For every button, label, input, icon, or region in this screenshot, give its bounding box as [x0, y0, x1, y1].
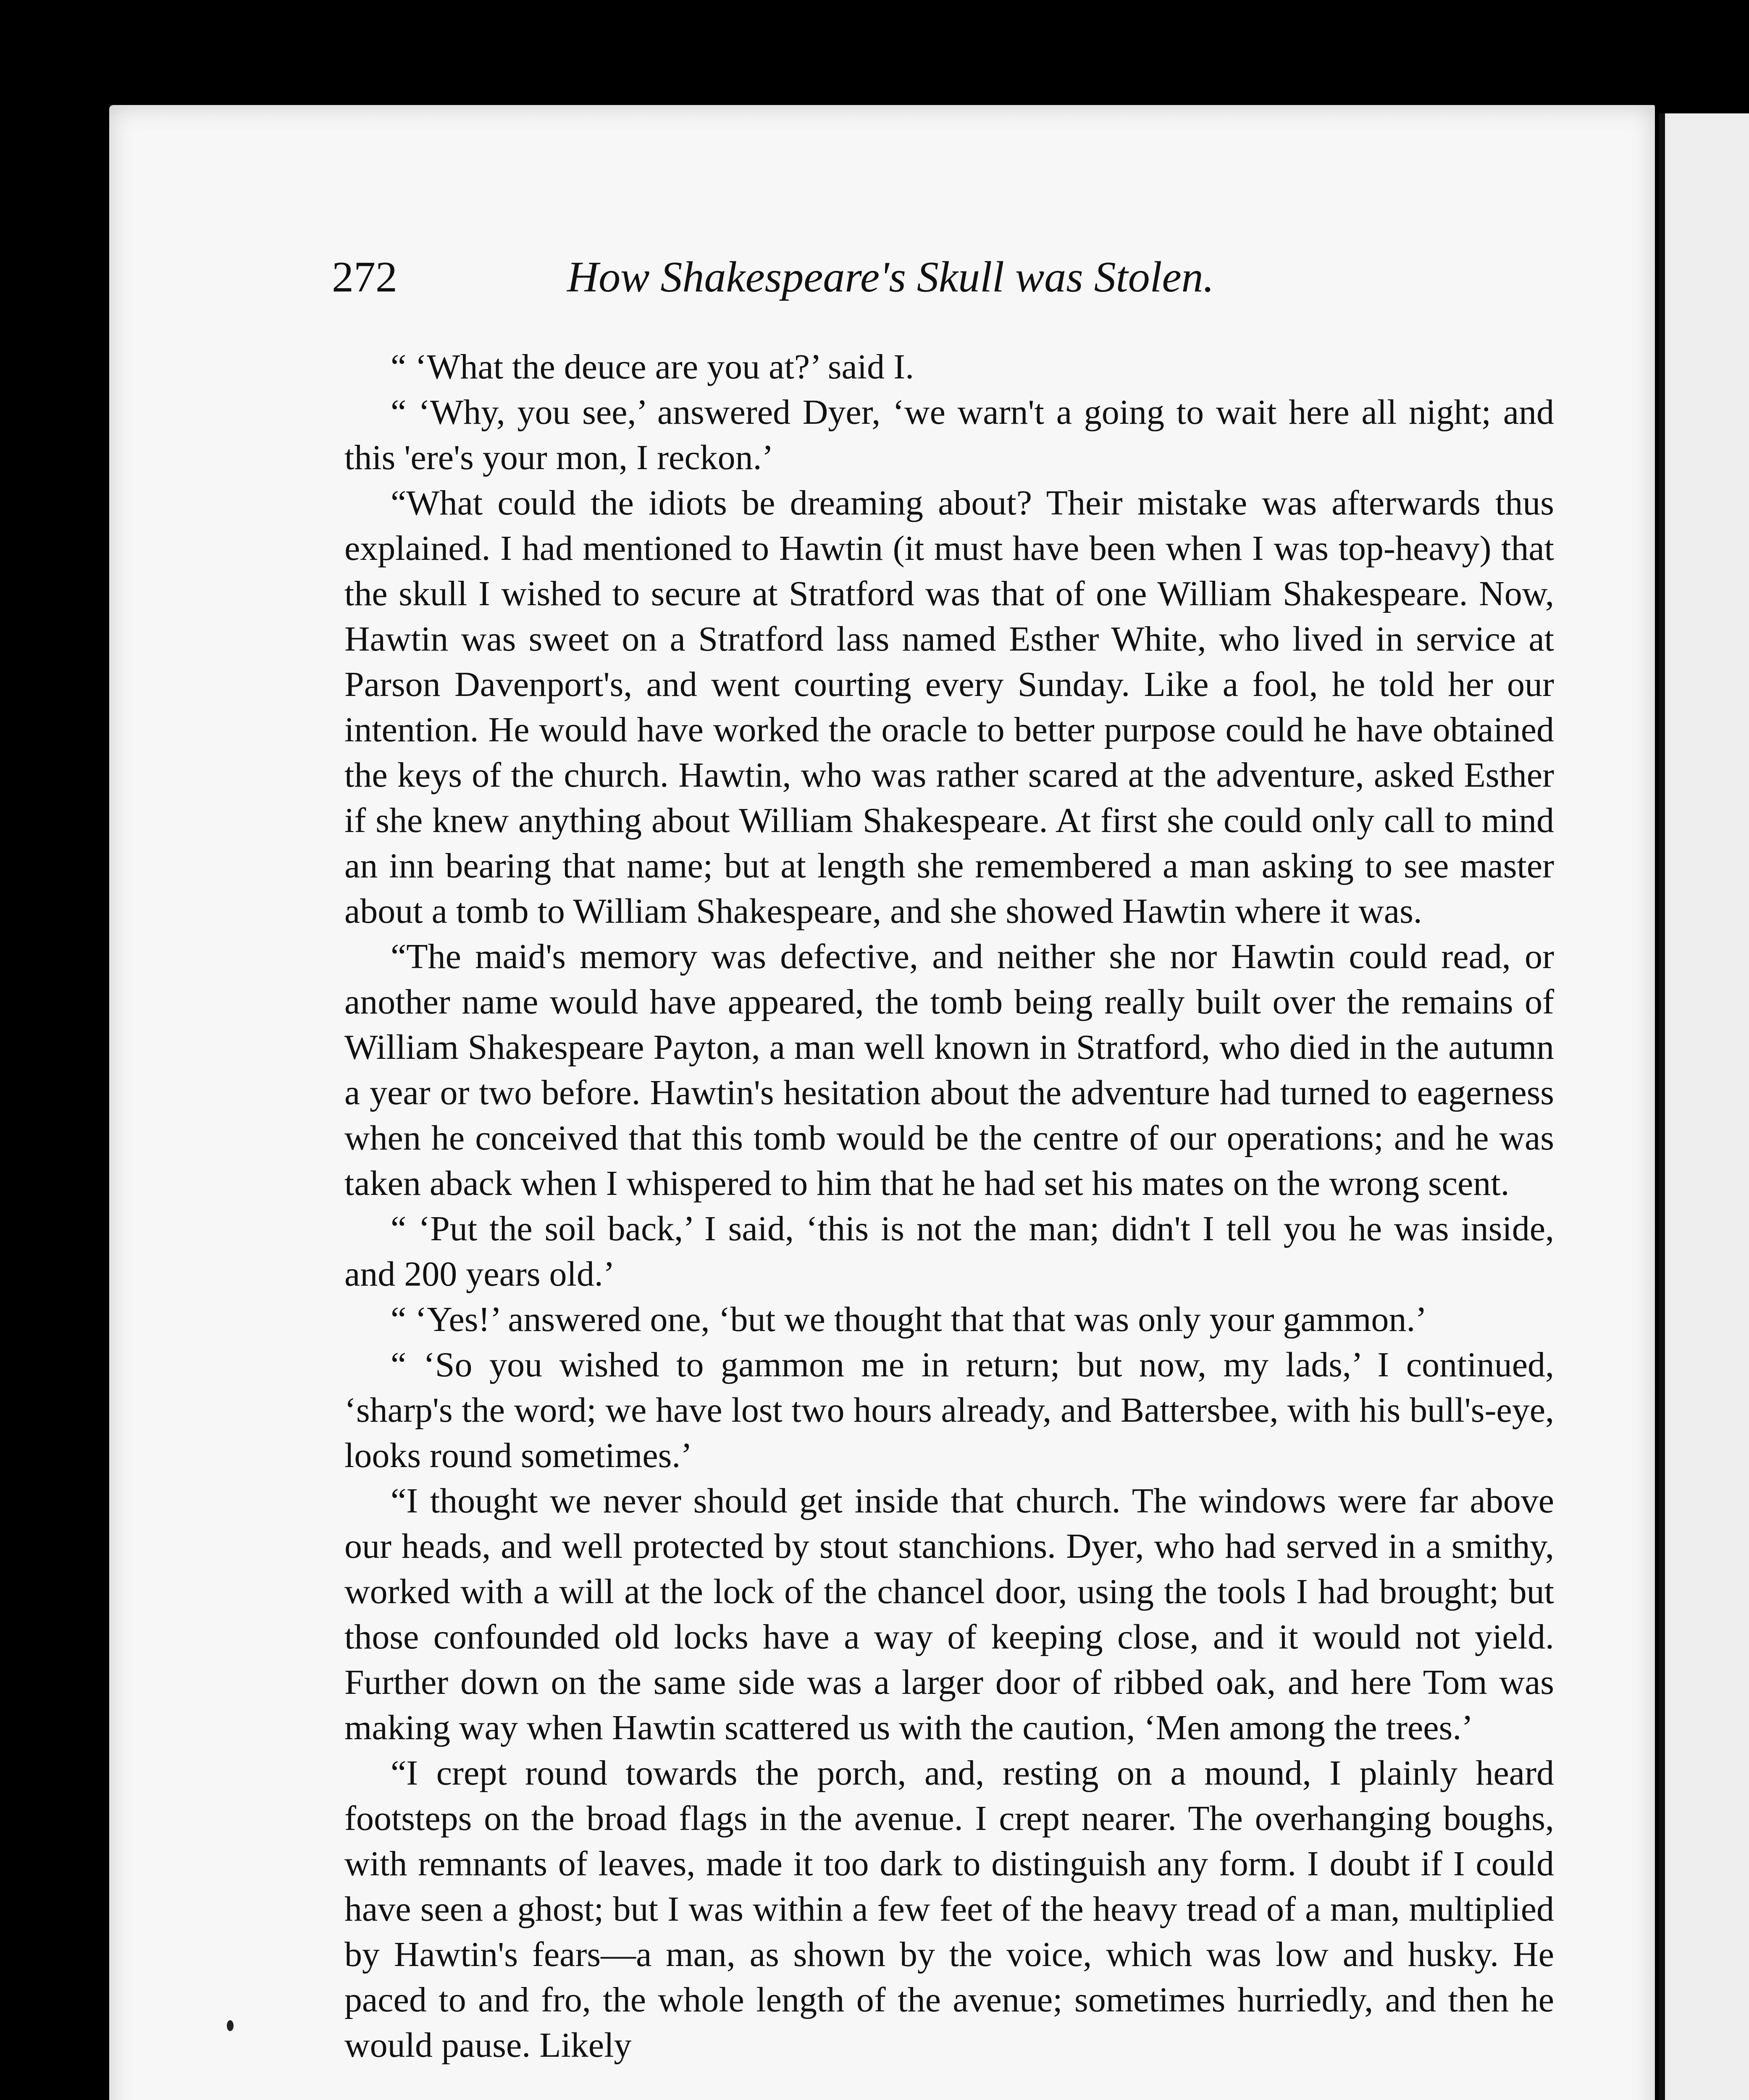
- running-title: How Shakespeare's Skull was Stolen.: [567, 253, 1214, 301]
- paragraph: “ ‘So you wished to gammon me in return; but now, my lads,’ I continued, ‘sharp's the word; we have lost two hours already, and Battersbee, with his bull's-eye, looks round sometimes.’: [344, 1345, 1554, 1475]
- page-number: 272: [332, 253, 397, 301]
- paragraph: “I crept round towards the porch, and, resting on a mound, I plainly heard footsteps on the broad flags in the avenue. I crept nearer. The overhanging boughs, with remnants of leaves, made it too dark to distinguish any form. I doubt if I could have seen a ghost; but I was within a few feet of the heavy tread of a man, multiplied by Hawtin's fears—a man, as shown by the voice, which was low and husky. He paced to and fro, the whole length of the avenue; sometimes hurriedly, and then he would pause. Likely: [344, 1754, 1554, 2065]
- paragraph: “ ‘Put the soil back,’ I said, ‘this is not the man; didn't I tell you he was inside, and 200 years old.’: [344, 1209, 1554, 1294]
- paragraph: “ ‘Why, you see,’ answered Dyer, ‘we warn't a going to wait here all night; and this 'ere's your mon, I reckon.’: [344, 393, 1554, 477]
- page-body-text: [344, 344, 1554, 2068]
- paragraph: “ ‘What the deuce are you at?’ said I.: [391, 347, 914, 386]
- running-head: [332, 252, 1508, 311]
- paragraph: “I thought we never should get inside that church. The windows were far above our heads, and well protected by stout stanchions. Dyer, who had served in a smithy, worked with a will at the lock of the chancel door, using the tools I had brought; but those confounded old locks have a way of keeping close, and it would not yield. Further down on the same side was a larger door of ribbed oak, and here Tom was making way when Hawtin scattered us with the caution, ‘Men among the trees.’: [344, 1481, 1554, 1747]
- paragraph: “The maid's memory was defective, and neither she nor Hawtin could read, or another name would have appeared, the tomb being really built over the remains of William Shakespeare Payton, a man well known in Stratford, who died in the autumn a year or two before. Hawtin's hesitation about the adventure had turned to eagerness when he conceived that this tomb would be the centre of our operations; and he was taken aback when I whispered to him that he had set his mates on the wrong scent.: [344, 937, 1554, 1203]
- facing-page-edge: [1659, 113, 1749, 2100]
- paragraph: “ ‘Yes!’ answered one, ‘but we thought that that was only your gammon.’: [391, 1300, 1427, 1339]
- ink-speck: [227, 2020, 234, 2031]
- paragraph: “What could the idiots be dreaming about? Their mistake was afterwards thus explained. I had mentioned to Hawtin (it must have been when I was top-heavy) that the skull I wished to secure at Stratford was that of one William Shakespeare. Now, Hawtin was sweet on a Stratford lass named Esther White, who lived in service at Parson Davenport's, and went courting every Sunday. Like a fool, he told her our intention. He would have worked the oracle to better purpose could he have obtained the keys of the church. Hawtin, who was rather scared at the adventure, asked Esther if she knew anything about William Shakespeare. At first she could only call to mind an inn bearing that name; but at length she remembered a man asking to see master about a tomb to William Shakespeare, and she showed Hawtin where it was.: [344, 483, 1554, 931]
